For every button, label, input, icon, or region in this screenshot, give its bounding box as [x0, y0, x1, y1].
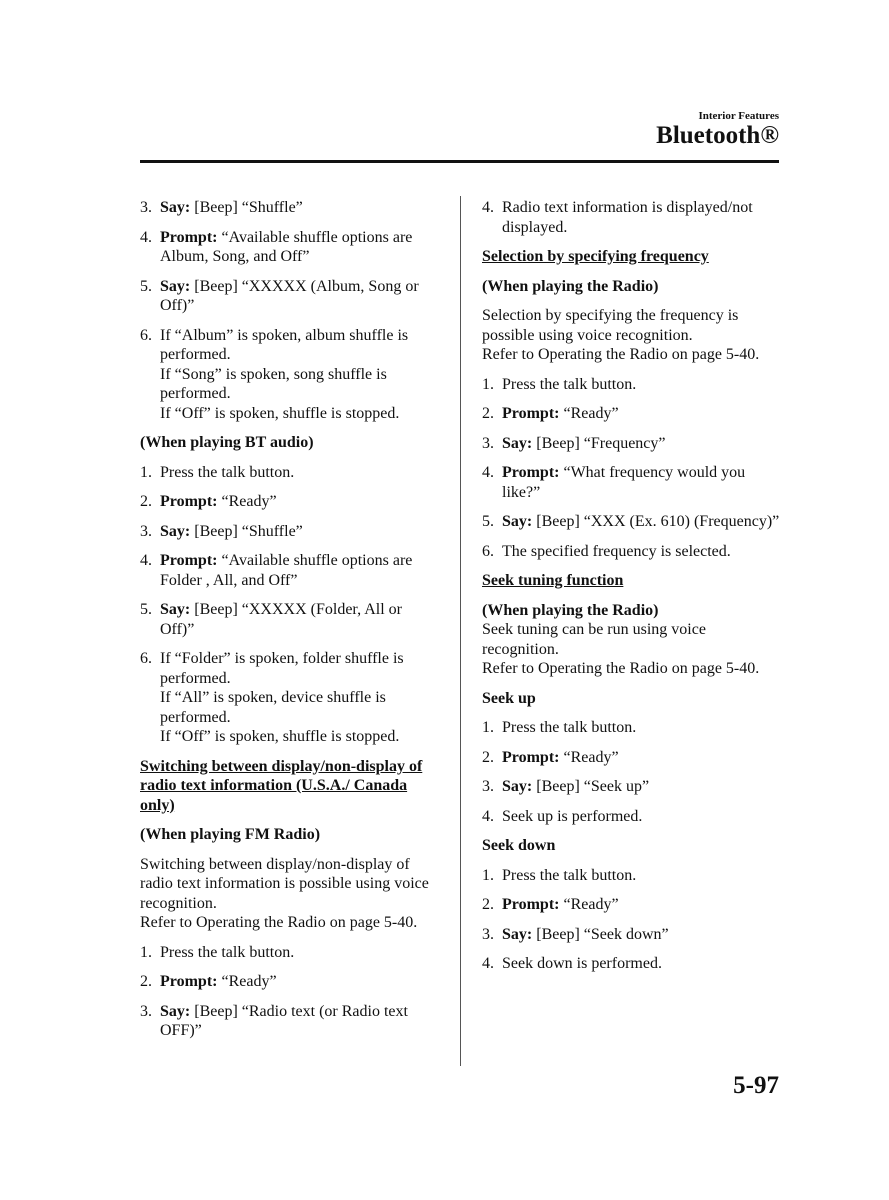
- step-text: [502, 748, 782, 768]
- paragraph-line: Refer to Operating the Radio on page 5-40.: [482, 660, 760, 677]
- step: [482, 375, 782, 395]
- step-number: 1.: [482, 866, 494, 884]
- step-label: Prompt:: [502, 896, 560, 913]
- step: [482, 954, 782, 974]
- step-body: [Beep] “Radio text (or Radio text OFF)”: [160, 1002, 408, 1039]
- step-text: [502, 718, 782, 738]
- step-number: 4.: [140, 228, 152, 246]
- step-text: [160, 522, 440, 542]
- step-text: [502, 198, 782, 237]
- step: [140, 277, 440, 316]
- step-text: [502, 807, 782, 827]
- step-body: The specified frequency is selected.: [502, 542, 731, 560]
- step-text: [160, 277, 440, 316]
- step: [140, 649, 440, 747]
- step: [140, 972, 440, 992]
- step-number: 2.: [482, 748, 494, 766]
- step-number: 4.: [140, 552, 152, 569]
- step-number: 3.: [140, 1002, 152, 1020]
- paragraph-line: Selection by specifying the frequency is possible using voice recognition.: [482, 307, 739, 344]
- section-heading: Selection by specifying frequency: [482, 248, 709, 265]
- step-text: [160, 326, 440, 424]
- step: [482, 777, 782, 797]
- step-text: [160, 972, 440, 992]
- step-body: [Beep] “XXXXX (Folder, All or Off)”: [160, 601, 402, 638]
- step: [140, 463, 440, 483]
- right-column: [482, 198, 782, 984]
- step: [140, 522, 440, 542]
- step-label: Say:: [160, 199, 191, 216]
- step-body: Seek up is performed.: [502, 807, 643, 825]
- step-text: [160, 1002, 440, 1041]
- step-line: If “All” is spoken, device shuffle is performed.: [160, 689, 386, 726]
- step: [140, 943, 440, 963]
- step-body: Radio text information is displayed/not displayed.: [502, 199, 753, 236]
- step-text: [160, 492, 440, 512]
- step-text: [502, 866, 782, 886]
- step-text: [160, 198, 440, 218]
- step-line: If “Song” is spoken, song shuffle is performed.: [160, 365, 387, 402]
- subheading: (When playing the Radio): [482, 277, 659, 295]
- step-number: 6.: [140, 650, 152, 667]
- step-label: Say:: [502, 925, 533, 943]
- step-label: Say:: [160, 1002, 191, 1020]
- page-number: 5-97: [733, 1072, 779, 1099]
- step-text: [502, 925, 782, 945]
- step-number: 3.: [140, 522, 152, 540]
- step: [140, 551, 440, 590]
- step-body: “Available shuffle options are Album, Song, and Off”: [160, 228, 413, 265]
- step-label: Say:: [502, 513, 533, 530]
- left-column: [140, 198, 440, 1051]
- step: [482, 512, 782, 532]
- paragraph-line: Switching between display/non-display of radio text information is possible using voice recognition.: [140, 855, 429, 912]
- step-label: Say:: [160, 601, 191, 618]
- step-text: [160, 551, 440, 590]
- step-number: 5.: [482, 513, 494, 530]
- step-body: [Beep] “XXXXX (Album, Song or Off)”: [160, 277, 419, 314]
- step-label: Prompt:: [160, 493, 218, 510]
- step-text: [160, 649, 440, 747]
- step: [140, 1002, 440, 1041]
- step-label: Prompt:: [160, 973, 218, 990]
- step-line: If “Off” is spoken, shuffle is stopped.: [160, 728, 400, 745]
- step-number: 2.: [140, 973, 152, 990]
- step-text: [502, 404, 782, 424]
- step-number: 5.: [140, 277, 152, 295]
- step-label: Prompt:: [160, 228, 218, 246]
- step-number: 1.: [140, 463, 152, 481]
- subheading: (When playing FM Radio): [140, 826, 321, 843]
- step-number: 3.: [140, 199, 152, 216]
- step-number: 3.: [482, 778, 494, 795]
- step-text: [502, 463, 782, 502]
- step-text: [502, 512, 782, 532]
- step-body: [Beep] “Shuffle”: [190, 199, 303, 216]
- paragraph-line: Refer to Operating the Radio on page 5-40.: [140, 914, 418, 931]
- step-body: [Beep] “Seek down”: [532, 925, 669, 943]
- step-text: [502, 954, 782, 974]
- step-body: “Ready”: [217, 973, 277, 990]
- step-label: Say:: [160, 277, 191, 295]
- step-body: Press the talk button.: [160, 943, 295, 961]
- step-text: [160, 463, 440, 483]
- step-body: Press the talk button.: [502, 375, 637, 393]
- step-text: [502, 434, 782, 454]
- page-title: Bluetooth®: [656, 122, 779, 149]
- step: [482, 748, 782, 768]
- step-label: Say:: [502, 434, 533, 452]
- section-heading: Seek tuning function: [482, 572, 624, 589]
- step-body: “What frequency would you like?”: [502, 464, 746, 501]
- step-text: [502, 542, 782, 562]
- step-number: 4.: [482, 199, 494, 216]
- paragraph: [140, 855, 440, 933]
- step-number: 6.: [482, 542, 494, 560]
- paragraph-line: Seek tuning can be run using voice recognition.: [482, 621, 706, 658]
- subheading: (When playing BT audio): [140, 434, 314, 451]
- step-body: Press the talk button.: [502, 719, 637, 736]
- section-heading: Switching between display/non-display of radio text information (U.S.A./ Canada only): [140, 757, 423, 814]
- paragraph: [482, 306, 782, 365]
- step-body: [Beep] “Seek up”: [532, 778, 650, 795]
- step-number: 6.: [140, 326, 152, 344]
- step-line: If “Album” is spoken, album shuffle is performed.: [160, 326, 409, 363]
- step-number: 4.: [482, 464, 494, 481]
- step-label: Say:: [502, 778, 533, 795]
- section-label: Interior Features: [698, 110, 779, 122]
- step-label: Say:: [160, 522, 191, 540]
- step-body: Seek down is performed.: [502, 955, 662, 972]
- step-number: 3.: [482, 434, 494, 452]
- step-text: [160, 600, 440, 639]
- step-label: Prompt:: [502, 748, 560, 766]
- step-line: If “Off” is spoken, shuffle is stopped.: [160, 404, 400, 422]
- step: [482, 463, 782, 502]
- step-text: [160, 228, 440, 267]
- subheading: Seek up: [482, 689, 536, 707]
- step: [482, 404, 782, 424]
- step-number: 2.: [140, 493, 152, 510]
- step-number: 4.: [482, 955, 494, 972]
- step-body: [Beep] “Frequency”: [532, 434, 666, 452]
- step-body: [Beep] “XXX (Ex. 610) (Frequency)”: [532, 513, 780, 530]
- step-number: 4.: [482, 807, 494, 825]
- step-number: 2.: [482, 405, 494, 422]
- step-line: If “Folder” is spoken, folder shuffle is performed.: [160, 650, 404, 687]
- step-number: 3.: [482, 925, 494, 943]
- step: [140, 600, 440, 639]
- step-label: Prompt:: [160, 552, 218, 569]
- step: [482, 542, 782, 562]
- step-number: 1.: [482, 719, 494, 736]
- header-rule: [140, 160, 779, 163]
- step: [482, 895, 782, 915]
- step-label: Prompt:: [502, 405, 560, 422]
- step-number: 1.: [140, 943, 152, 961]
- step-body: “Ready”: [559, 896, 619, 913]
- step-body: “Ready”: [559, 405, 619, 422]
- paragraph-line: Refer to Operating the Radio on page 5-40.: [482, 346, 760, 363]
- step: [140, 326, 440, 424]
- paragraph: [482, 620, 782, 679]
- step-text: [502, 895, 782, 915]
- step-text: [160, 943, 440, 963]
- step: [140, 198, 440, 218]
- subheading: (When playing the Radio): [482, 601, 659, 619]
- step-body: [Beep] “Shuffle”: [190, 522, 303, 540]
- step-body: “Ready”: [559, 748, 619, 766]
- step: [482, 198, 782, 237]
- step: [482, 807, 782, 827]
- step: [140, 228, 440, 267]
- step-body: Press the talk button.: [502, 866, 637, 884]
- step-text: [502, 375, 782, 395]
- step-number: 1.: [482, 375, 494, 393]
- step: [140, 492, 440, 512]
- step: [482, 434, 782, 454]
- step: [482, 866, 782, 886]
- step-body: “Available shuffle options are Folder , All, and Off”: [160, 552, 413, 589]
- step: [482, 718, 782, 738]
- step-body: Press the talk button.: [160, 463, 295, 481]
- step-number: 5.: [140, 601, 152, 618]
- column-divider: [460, 196, 461, 1066]
- step-label: Prompt:: [502, 464, 560, 481]
- step: [482, 925, 782, 945]
- step-text: [502, 777, 782, 797]
- step-number: 2.: [482, 896, 494, 913]
- subheading: Seek down: [482, 837, 556, 854]
- step-body: “Ready”: [217, 493, 277, 510]
